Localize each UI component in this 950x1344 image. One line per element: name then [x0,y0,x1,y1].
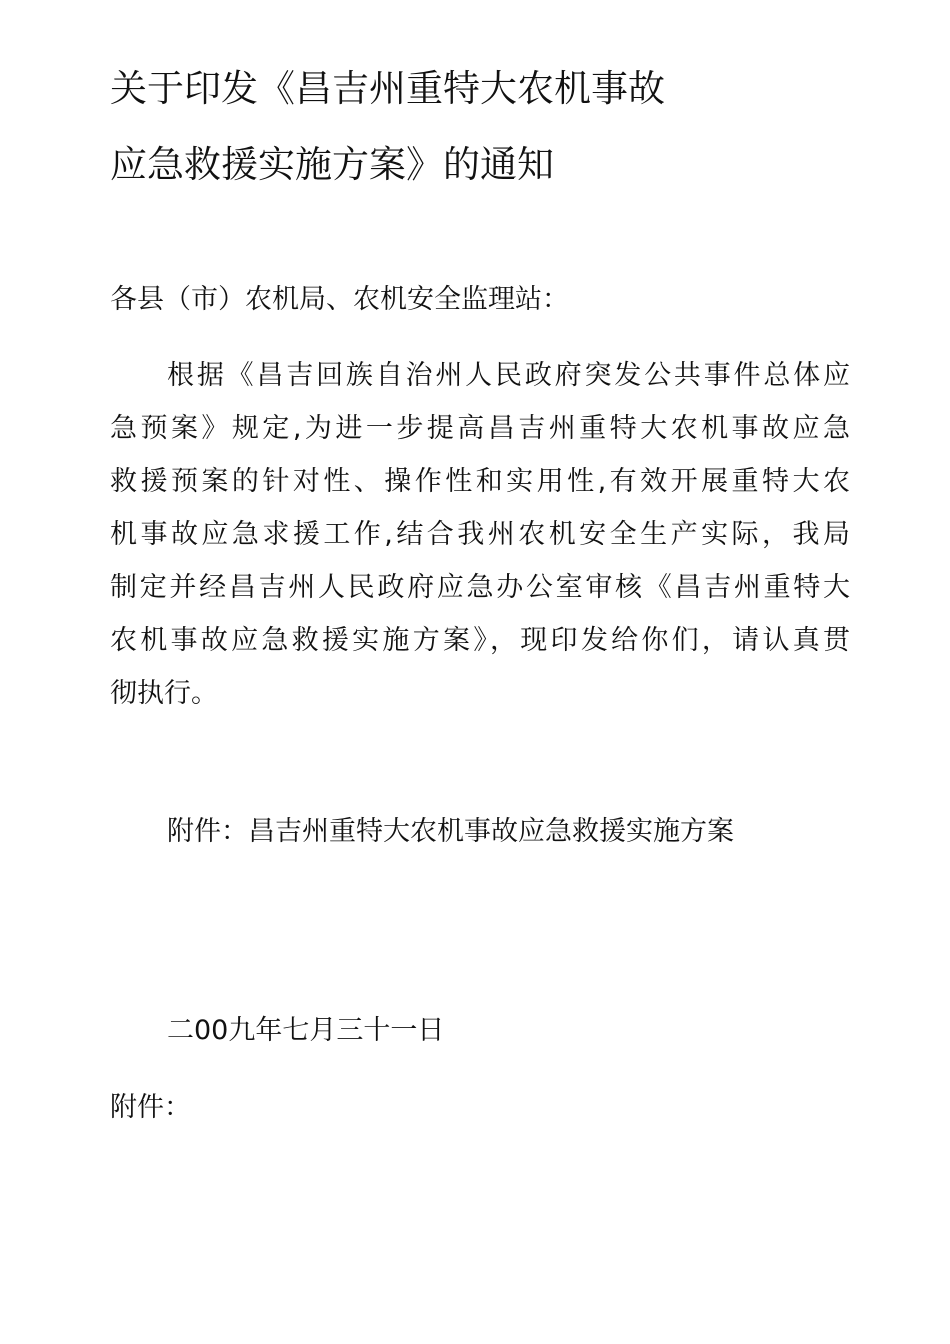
body-paragraph-line-3: 救援预案的针对性、操作性和实用性,有效开展重特大农 [110,466,850,497]
body-paragraph-line-7: 彻执行。 [110,678,218,709]
document-title-line-2: 应急救援实施方案》的通知 [110,143,554,186]
attachment-reference: 附件：昌吉州重特大农机事故应急救援实施方案 [167,816,734,847]
document-date: 二00九年七月三十一日 [167,1015,445,1046]
body-paragraph-line-2: 急预案》规定,为进一步提高昌吉州重特大农机事故应急 [110,413,850,444]
salutation: 各县（市）农机局、农机安全监理站： [110,284,569,315]
body-paragraph-line-4: 机事故应急求援工作,结合我州农机安全生产实际，我局 [110,519,850,550]
body-paragraph-line-1: 根据《昌吉回族自治州人民政府突发公共事件总体应 [167,360,850,391]
document-title-line-1: 关于印发《昌吉州重特大农机事故 [110,67,665,110]
body-paragraph-line-5: 制定并经昌吉州人民政府应急办公室审核《昌吉州重特大 [110,572,850,603]
attachment-label: 附件： [110,1092,191,1123]
body-paragraph-line-6: 农机事故应急救援实施方案》，现印发给你们，请认真贯 [110,625,850,656]
